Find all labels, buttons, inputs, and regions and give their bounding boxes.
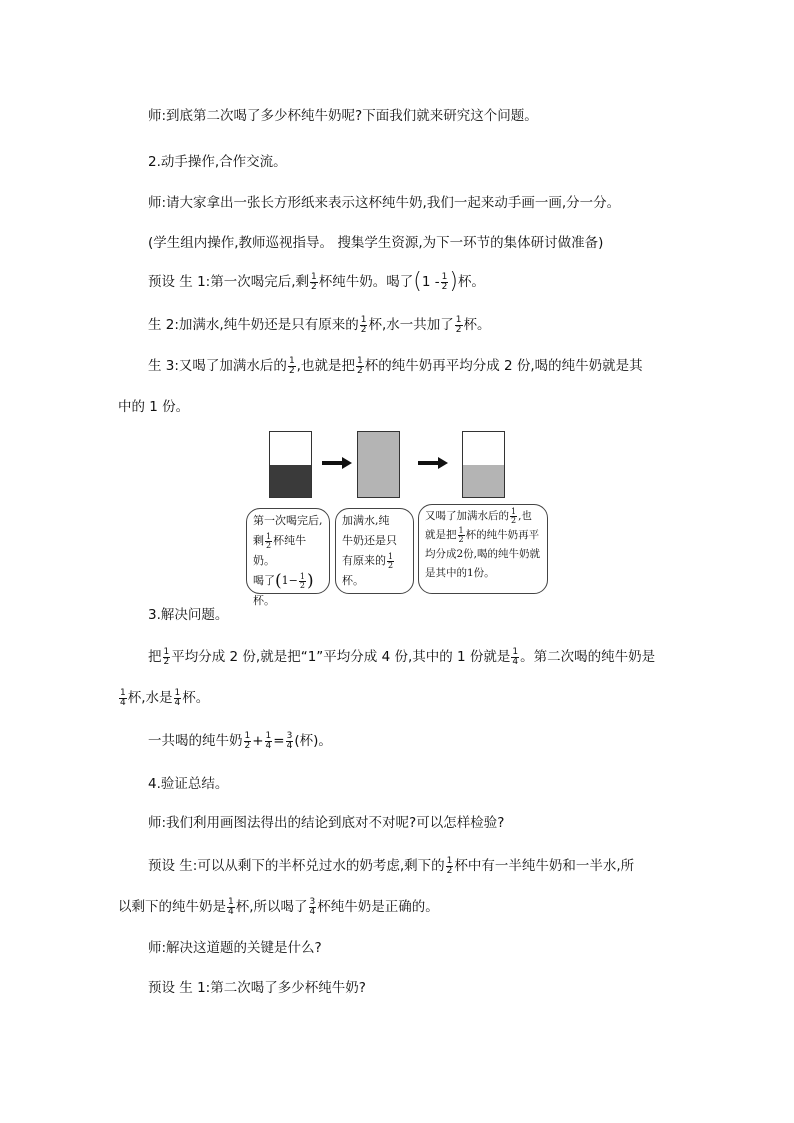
text: 4.验证总结。 xyxy=(148,776,229,792)
fraction-half: $\frac{1}{2}$ xyxy=(388,551,394,570)
fraction-half: $\frac{1}{2}$ xyxy=(299,571,305,590)
text-line-3 xyxy=(148,193,620,213)
fraction-half: $\frac{1}{2}$ xyxy=(458,525,464,544)
text: 杯,水是 xyxy=(127,690,173,706)
text: 杯的纯牛奶再平均分成 2 份,喝的纯牛奶就是其 xyxy=(364,358,643,374)
text: 以剩下的纯牛奶是 xyxy=(118,899,226,915)
cup-fill-diluted-milk xyxy=(358,432,399,497)
text-line-11 xyxy=(118,688,209,708)
box-line: 有原来的 $\frac{1}{2}$ 杯。 xyxy=(342,551,394,587)
text: + xyxy=(252,733,264,749)
fraction-quarter: $\frac{1}{4}$ xyxy=(265,730,272,751)
fraction-half: $\frac{1}{2}$ xyxy=(244,730,251,751)
text: 师:到底第二次喝了多少杯纯牛奶呢?下面我们就来研究这个问题。 xyxy=(148,108,538,124)
box-line: 第一次喝完后, xyxy=(253,514,323,527)
text: 杯纯牛奶。喝了 xyxy=(318,274,414,290)
fraction-half: $\frac{1}{2}$ xyxy=(288,355,295,376)
fraction-quarter: $\frac{1}{4}$ xyxy=(512,646,519,667)
text-line-4 xyxy=(148,233,603,253)
fraction-half: $\frac{1}{2}$ xyxy=(511,506,517,525)
text: 预设 生 1:第二次喝了多少杯纯牛奶? xyxy=(148,980,366,996)
text-line-8 xyxy=(118,397,189,417)
cup-filled-with-water xyxy=(357,431,400,498)
text: 杯,所以喝了 xyxy=(235,899,308,915)
text: 杯,水一共加了 xyxy=(368,317,454,333)
text: 杯。 xyxy=(182,690,210,706)
text-line-6 xyxy=(148,315,491,335)
text: 预设 生 1:第一次喝完后,剩 xyxy=(148,274,310,290)
fraction-half: $\frac{1}{2}$ xyxy=(360,314,367,335)
text: = xyxy=(273,733,285,749)
text: 师:我们利用画图法得出的结论到底对不对呢?可以怎样检验? xyxy=(148,815,505,831)
text-line-10 xyxy=(148,647,655,667)
text: (学生组内操作,教师巡视指导。 搜集学生资源,为下一环节的集体研讨做准备) xyxy=(148,235,604,251)
fraction-three-quarters: $\frac{3}{4}$ xyxy=(309,896,316,917)
text: 生 3:又喝了加满水后的 xyxy=(148,358,287,374)
text: 3.解决问题。 xyxy=(148,607,229,623)
text-line-17 xyxy=(148,938,322,958)
fraction-quarter: $\frac{1}{4}$ xyxy=(228,896,234,917)
text: 预设 生:可以从剩下的半杯兑过水的奶考虑,剩下的 xyxy=(148,858,445,874)
fraction-half: $\frac{1}{2}$ xyxy=(446,855,453,876)
text-line-7 xyxy=(148,356,643,376)
fraction-half: $\frac{1}{2}$ xyxy=(455,314,462,335)
caption-box-1 xyxy=(246,508,330,607)
text: 平均分成 2 份,就是把“1”平均分成 4 份,其中的 1 份就是 xyxy=(171,649,511,665)
fraction-half: $\frac{1}{2}$ xyxy=(441,271,448,292)
section-heading-3 xyxy=(148,605,228,625)
text: 中的 1 份。 xyxy=(118,399,190,415)
cup-after-first-drink xyxy=(269,431,312,498)
text-line-1 xyxy=(148,106,538,126)
box-line: 牛奶还是只 xyxy=(342,534,397,547)
text-line-16 xyxy=(118,897,439,917)
text: 杯中有一半纯牛奶和一半水,所 xyxy=(454,858,635,874)
text: 生 2:加满水,纯牛奶还是只有原来的 xyxy=(148,317,359,333)
text: ,也就是把 xyxy=(296,358,355,374)
text: 杯纯牛奶是正确的。 xyxy=(317,899,439,915)
text-line-12 xyxy=(148,731,332,751)
text: 杯。 xyxy=(463,317,491,333)
paren-close: ) xyxy=(449,269,458,294)
fraction-half: $\frac{1}{2}$ xyxy=(163,646,170,667)
box-line: 剩 $\frac{1}{2}$ 杯纯牛奶。 xyxy=(253,531,307,567)
cup-after-second-drink xyxy=(462,431,505,498)
section-heading-2 xyxy=(148,152,287,172)
text-line-15 xyxy=(148,856,634,876)
cup-fill-diluted-milk xyxy=(463,465,504,498)
arrow-right-icon xyxy=(322,457,352,469)
box-line: 就是把 $\frac{1}{2}$ 杯的纯牛奶再平 xyxy=(425,525,540,544)
caption-box-3 xyxy=(418,504,548,594)
cup-fill-pure-milk xyxy=(270,465,311,498)
box-line: 均分成2份,喝的纯牛奶就 xyxy=(425,548,541,560)
fraction-half: $\frac{1}{2}$ xyxy=(311,271,317,292)
box-line: 加满水,纯 xyxy=(342,514,390,527)
box-line: 喝了(1− $\frac{1}{2}$ )杯。 xyxy=(253,571,314,607)
fraction-quarter: $\frac{1}{4}$ xyxy=(120,687,126,708)
text: 把 xyxy=(148,649,162,665)
text-line-14 xyxy=(148,813,504,833)
text: 师:请大家拿出一张长方形纸来表示这杯纯牛奶,我们一起来动手画一画,分一分。 xyxy=(148,195,621,211)
box-line: 又喝了加满水后的 $\frac{1}{2}$ ,也 xyxy=(425,506,532,525)
fraction-half: $\frac{1}{2}$ xyxy=(356,355,363,376)
text-line-18 xyxy=(148,978,366,998)
text: 。第二次喝的纯牛奶是 xyxy=(520,649,656,665)
fraction-half: $\frac{1}{2}$ xyxy=(266,531,272,550)
text-line-5 xyxy=(148,269,485,294)
text: 一共喝的纯牛奶 xyxy=(148,733,243,749)
paren-open: ( xyxy=(413,269,422,294)
text: 1 - xyxy=(421,274,440,290)
text: 杯。 xyxy=(457,274,485,290)
caption-box-2 xyxy=(335,508,414,594)
text: (杯)。 xyxy=(294,733,332,749)
fraction-three-quarters: $\frac{3}{4}$ xyxy=(286,730,293,751)
arrow-right-icon xyxy=(418,457,448,469)
text: 师:解决这道题的关键是什么? xyxy=(148,940,322,956)
fraction-quarter: $\frac{1}{4}$ xyxy=(174,687,181,708)
text: 2.动手操作,合作交流。 xyxy=(148,154,287,170)
section-heading-4 xyxy=(148,774,228,794)
box-line: 是其中的1份。 xyxy=(425,567,495,579)
